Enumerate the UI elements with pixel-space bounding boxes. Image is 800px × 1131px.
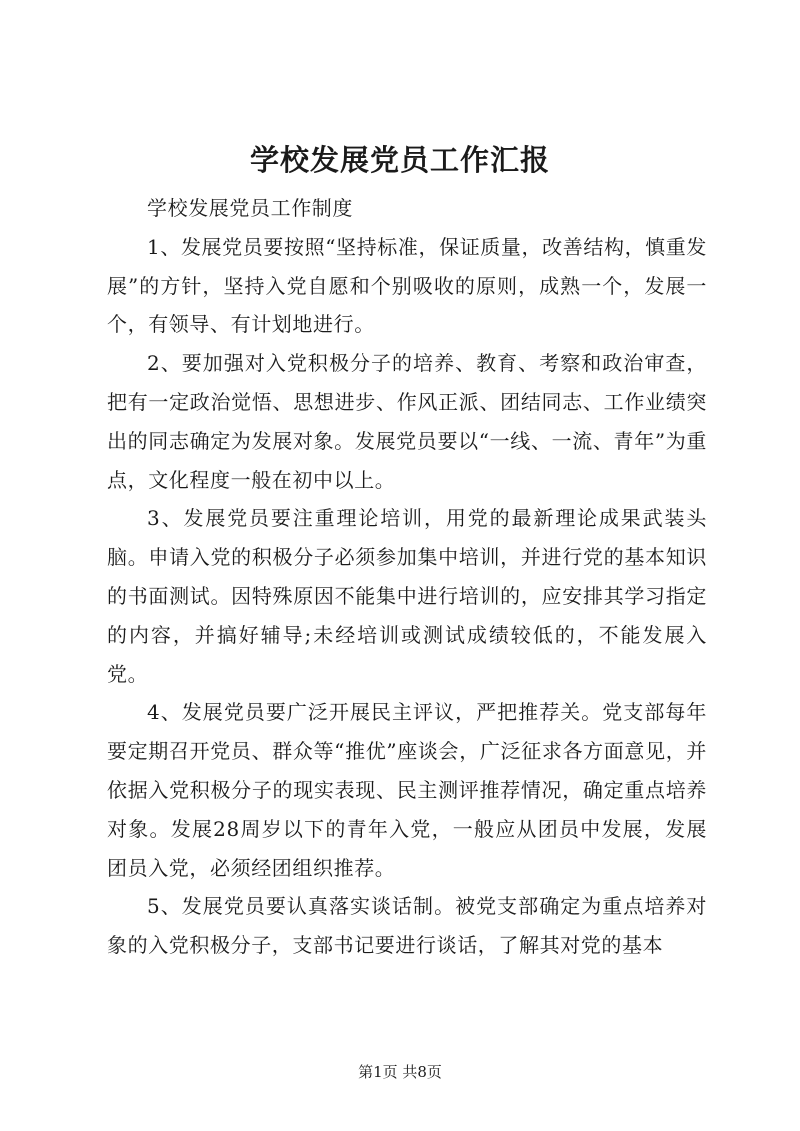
paragraph-5: 5、发展党员要认真落实谈话制。被党支部确定为重点培养对象的入党积极分子，支部书记要进行谈话，了解其对党的基本 — [107, 894, 707, 958]
document-subtitle: 学校发展党员工作制度 — [147, 196, 353, 220]
page-footer: 第1页 共8页 — [358, 1063, 442, 1081]
paragraph-4: 4、发展党员要广泛开展民主评议，严把推荐关。党支部每年要定期召开党员、群众等“推优”座谈会，广泛征求各方面意见，并依据入党积极分子的现实表现、民主测评推荐情况，确定重点培养对象。发展28周岁以下的青年入党，一般应从团员中发展，发展团员入党，必须经团组织推荐。 — [107, 700, 707, 880]
document-body — [107, 189, 707, 965]
document-title: 学校发展党员工作汇报 — [249, 143, 550, 177]
paragraph-3: 3、发展党员要注重理论培训，用党的最新理论成果武装头脑。申请入党的积极分子必须参加集中培训，并进行党的基本知识的书面测试。因特殊原因不能集中进行培训的，应安排其学习指定的内容，并搞好辅导;未经培训或测试成绩较低的，不能发展入党。 — [107, 506, 707, 686]
paragraph-2: 2、要加强对入党积极分子的培养、教育、考察和政治审查，把有一定政治觉悟、思想进步、作风正派、团结同志、工作业绩突出的同志确定为发展对象。发展党员要以“一线、一流、青年”为重点，文化程度一般在初中以上。 — [107, 351, 707, 492]
paragraph-1: 1、发展党员要按照“坚持标准，保证质量，改善结构，慎重发展”的方针，坚持入党自愿和个别吸收的原则，成熟一个，发展一个，有领导、有计划地进行。 — [107, 234, 707, 337]
